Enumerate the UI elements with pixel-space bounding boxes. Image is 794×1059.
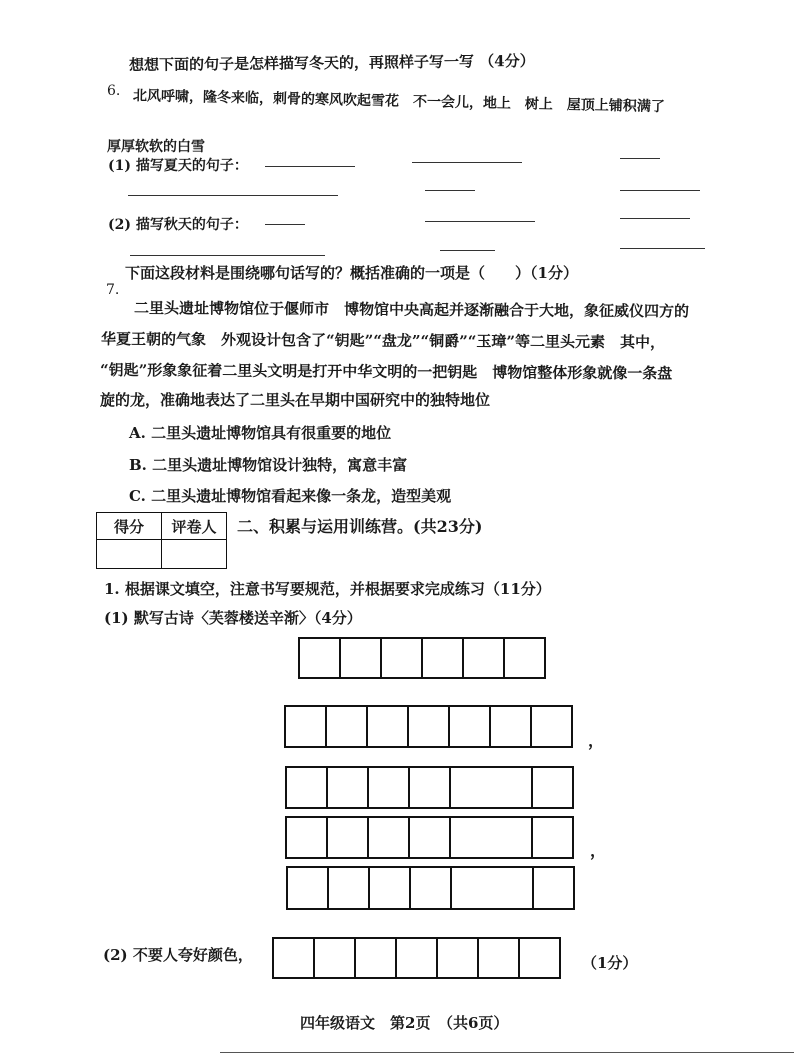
poem-grid-cell[interactable] bbox=[368, 866, 411, 910]
poem-grid-cell[interactable] bbox=[450, 866, 493, 910]
q1-sub2-score: （1分） bbox=[582, 954, 638, 972]
poem-grid-cell[interactable] bbox=[366, 705, 409, 748]
poem-line-grid-2 bbox=[285, 766, 572, 809]
poem-grid-cell[interactable] bbox=[491, 866, 534, 910]
q6-sub1-answer-line[interactable] bbox=[425, 190, 475, 191]
q7-option-c[interactable]: C. 二里头遗址博物馆看起来像一条龙，造型美观 bbox=[129, 487, 452, 505]
answer-grid-cell[interactable] bbox=[354, 937, 397, 979]
poem-title-grid bbox=[298, 637, 544, 679]
q7-prompt: 下面这段材料是围绕哪句话写的？概括准确的一项是（ ）（1分） bbox=[125, 264, 578, 282]
poem-grid-cell[interactable] bbox=[285, 816, 328, 859]
poem-grid-cell[interactable] bbox=[489, 705, 532, 748]
q6-prompt bbox=[129, 50, 535, 75]
poem-grid-cell[interactable] bbox=[325, 705, 368, 748]
poem-grid-cell[interactable] bbox=[285, 766, 328, 809]
score-cell[interactable] bbox=[97, 540, 162, 569]
q6-sub2-label: (2) 描写秋天的句子： bbox=[108, 217, 248, 233]
section2-title: 二、积累与运用训练营。(共23分) bbox=[237, 517, 483, 536]
q1-sub2-grid bbox=[272, 937, 559, 979]
answer-grid-cell[interactable] bbox=[436, 937, 479, 979]
poem-grid-cell[interactable] bbox=[503, 637, 546, 679]
q7-option-a[interactable]: A. 二里头遗址博物馆具有很重要的地位 bbox=[129, 424, 392, 442]
grader-header: 评卷人 bbox=[162, 513, 227, 540]
poem-grid-cell[interactable] bbox=[339, 637, 382, 679]
poem-grid-cell[interactable] bbox=[490, 766, 533, 809]
poem-grid-cell[interactable] bbox=[407, 705, 450, 748]
page-bottom-rule bbox=[220, 1052, 794, 1053]
poem-grid-cell[interactable] bbox=[326, 816, 369, 859]
poem-grid-cell[interactable] bbox=[462, 637, 505, 679]
q7-paragraph-line2: 华夏王朝的气象 外观设计包含了“钥匙”“盘龙”“铜爵”“玉璋”等二里头元素 其中， bbox=[100, 330, 666, 352]
q6-example-line2: 厚厚软软的白雪 bbox=[107, 139, 205, 155]
q1-prompt: 1. 根据课文填空，注意书写要规范，并根据要求完成练习（11分） bbox=[104, 580, 551, 598]
q6-sub1-label: (1) 描写夏天的句子： bbox=[108, 158, 248, 174]
poem-grid-cell[interactable] bbox=[531, 816, 574, 859]
poem-grid-cell[interactable] bbox=[380, 637, 423, 679]
poem-line-grid-3 bbox=[285, 816, 572, 859]
poem-grid-cell[interactable] bbox=[490, 816, 533, 859]
poem-grid-cell[interactable] bbox=[449, 816, 492, 859]
score-header: 得分 bbox=[97, 513, 162, 540]
poem-grid-cell[interactable] bbox=[530, 705, 573, 748]
q6-example-line1: 北风呼啸，隆冬来临，刺骨的寒风吹起雪花 不一会儿，地上 树上 屋顶上铺积满了 bbox=[132, 88, 666, 116]
q6-number: 6. bbox=[107, 83, 121, 99]
answer-grid-cell[interactable] bbox=[272, 937, 315, 979]
poem-grid-cell[interactable] bbox=[286, 866, 329, 910]
page-footer: 四年级语文 第2页 （共6页） bbox=[300, 1014, 509, 1032]
poem-grid-cell[interactable] bbox=[531, 766, 574, 809]
q6-sub2-answer-line[interactable] bbox=[620, 248, 705, 249]
poem-grid-cell[interactable] bbox=[448, 705, 491, 748]
q6-sub2-answer-line[interactable] bbox=[425, 221, 535, 222]
poem-grid-cell[interactable] bbox=[532, 866, 575, 910]
q6-sub2-answer-line[interactable] bbox=[130, 255, 325, 256]
poem-line-grid-4 bbox=[286, 866, 573, 910]
q6-sub1-answer-line[interactable] bbox=[620, 158, 660, 159]
poem-grid-cell[interactable] bbox=[408, 766, 451, 809]
q6-sub1-answer-line[interactable] bbox=[128, 195, 338, 196]
poem-grid-cell[interactable] bbox=[284, 705, 327, 748]
poem-comma: ， bbox=[590, 841, 607, 860]
q7-number: 7. bbox=[106, 282, 120, 298]
q6-sub2-answer-line[interactable] bbox=[440, 250, 495, 251]
q1-sub2-prefix: (2) 不要人夸好颜色， bbox=[103, 946, 253, 964]
q7-option-b[interactable]: B. 二里头遗址博物馆设计独特，寓意丰富 bbox=[129, 456, 408, 474]
q6-sub1-answer-line[interactable] bbox=[265, 166, 355, 167]
q6-sub2-answer-line[interactable] bbox=[265, 224, 305, 225]
q1-sub1-label: (1) 默写古诗〈芙蓉楼送辛渐〉（4分） bbox=[104, 609, 362, 627]
q7-paragraph-line4: 旋的龙，准确地表达了二里头在早期中国研究中的独特地位 bbox=[100, 391, 491, 409]
q6-sub2-answer-line[interactable] bbox=[620, 218, 690, 219]
answer-grid-cell[interactable] bbox=[313, 937, 356, 979]
poem-grid-cell[interactable] bbox=[421, 637, 464, 679]
q6-score: （4分） bbox=[479, 51, 535, 71]
poem-grid-cell[interactable] bbox=[449, 766, 492, 809]
answer-grid-cell[interactable] bbox=[477, 937, 520, 979]
poem-grid-cell[interactable] bbox=[367, 816, 410, 859]
poem-comma: ， bbox=[588, 731, 605, 750]
grader-cell[interactable] bbox=[162, 540, 227, 569]
q7-paragraph-line1: 二里头遗址博物馆位于偃师市 博物馆中央高起并逐渐融合于大地，象征威仪四方的 bbox=[133, 299, 690, 321]
poem-grid-cell[interactable] bbox=[326, 766, 369, 809]
poem-line-grid-1 bbox=[284, 705, 571, 748]
poem-grid-cell[interactable] bbox=[408, 816, 451, 859]
q6-sub1-answer-line[interactable] bbox=[412, 162, 522, 163]
poem-grid-cell[interactable] bbox=[367, 766, 410, 809]
poem-grid-cell[interactable] bbox=[298, 637, 341, 679]
q7-paragraph-line3: “钥匙”形象象征着二里头文明是打开中华文明的一把钥匙 博物馆整体形象就像一条盘 bbox=[99, 361, 673, 383]
answer-grid-cell[interactable] bbox=[518, 937, 561, 979]
q6-prompt-text: 想想下面的句子是怎样描写冬天的，再照样子写一写 bbox=[128, 52, 475, 75]
poem-grid-cell[interactable] bbox=[327, 866, 370, 910]
answer-grid-cell[interactable] bbox=[395, 937, 438, 979]
poem-grid-cell[interactable] bbox=[409, 866, 452, 910]
score-table bbox=[96, 512, 227, 569]
q6-sub1-answer-line[interactable] bbox=[620, 190, 700, 191]
